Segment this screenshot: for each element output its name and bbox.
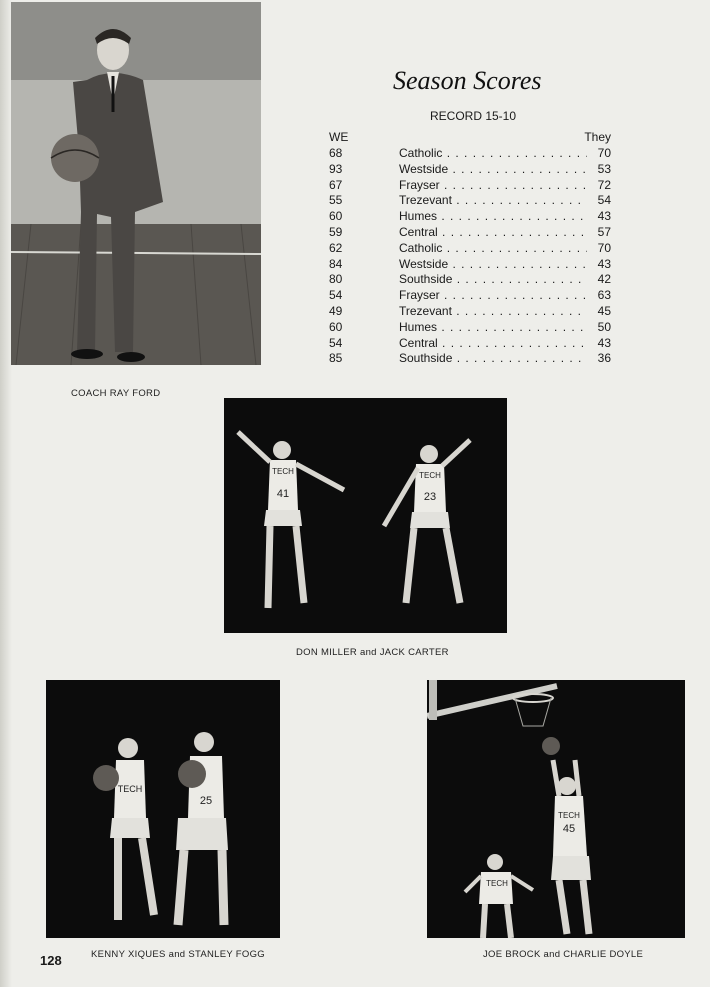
miller-jersey-team: TECH: [272, 467, 294, 476]
we-score: 84: [329, 256, 343, 271]
opponent-name: Humes . . .: [399, 209, 587, 225]
score-row: [329, 336, 613, 352]
they-score: 57: [597, 224, 611, 239]
they-score: 45: [597, 303, 611, 318]
they-score: 53: [597, 161, 611, 176]
opponent-name: Westside . . .: [399, 162, 587, 178]
xiques-fogg-photo: [46, 680, 280, 938]
we-score: 60: [329, 209, 343, 224]
we-score: 59: [329, 224, 343, 239]
score-row: [329, 209, 613, 225]
score-row: [329, 162, 613, 178]
opponent-name: Catholic . . .: [399, 241, 587, 257]
scores-header: [329, 130, 613, 146]
they-score: 54: [597, 193, 611, 208]
they-score: 43: [597, 256, 611, 271]
doyle-jersey-number: 45: [562, 823, 576, 835]
score-row: [329, 257, 613, 273]
opponent-name: Southside . . .: [399, 351, 587, 367]
we-score: 60: [329, 319, 343, 334]
score-row: [329, 288, 613, 304]
brock-doyle-photo: [427, 680, 685, 938]
score-row: [329, 225, 613, 241]
they-score: 42: [597, 272, 611, 287]
opponent-name: Frayser . . .: [399, 178, 587, 194]
we-score: 80: [329, 272, 343, 287]
score-row: [329, 146, 613, 162]
score-row: [329, 272, 613, 288]
brock-jersey-team: TECH: [486, 879, 508, 888]
score-row: [329, 351, 613, 367]
opponent-name: Central . . .: [399, 225, 587, 241]
they-column-header: They: [584, 130, 611, 144]
opponent-name: Central . . .: [399, 336, 587, 352]
miller-jersey-number: 41: [276, 488, 290, 500]
score-row: [329, 178, 613, 194]
opponent-name: Southside . . .: [399, 272, 587, 288]
opponent-name: Westside . . .: [399, 257, 587, 273]
fogg-jersey-number: 25: [199, 795, 213, 807]
they-score: 43: [597, 209, 611, 224]
opponent-name: Catholic . . .: [399, 146, 587, 162]
doyle-jersey-team: TECH: [558, 811, 580, 820]
they-score: 72: [597, 177, 611, 192]
season-record: RECORD 15-10: [430, 109, 517, 123]
they-score: 50: [597, 319, 611, 334]
score-row: [329, 241, 613, 257]
they-score: 63: [597, 288, 611, 303]
opponent-name: Trezevant . . .: [399, 304, 587, 320]
opponent-name: Trezevant . . .: [399, 193, 587, 209]
we-score: 49: [329, 303, 343, 318]
xiques-jersey-team: TECH: [117, 784, 143, 794]
carter-jersey-team: TECH: [419, 471, 441, 480]
we-score: 54: [329, 335, 343, 350]
page-title: Season Scores: [393, 66, 542, 95]
bottom-left-caption: KENNY XIQUES and STANLEY FOGG: [91, 949, 265, 960]
we-score: 68: [329, 146, 343, 160]
we-score: 54: [329, 288, 343, 303]
score-row: [329, 304, 613, 320]
coach-caption: COACH RAY FORD: [71, 388, 161, 399]
page-number: 128: [40, 953, 62, 968]
we-score: 67: [329, 177, 343, 192]
bottom-right-caption: JOE BROCK and CHARLIE DOYLE: [483, 949, 644, 960]
they-score: 36: [597, 351, 611, 366]
they-score: 70: [597, 146, 611, 160]
score-row: [329, 320, 613, 336]
we-score: 85: [329, 351, 343, 366]
we-score: 55: [329, 193, 343, 208]
miller-carter-photo: [224, 398, 507, 633]
they-score: 43: [597, 335, 611, 350]
coach-photo: [11, 2, 261, 365]
we-column-header: WE: [329, 130, 349, 144]
score-row: [329, 193, 613, 209]
opponent-name: Humes . . .: [399, 320, 587, 336]
we-score: 62: [329, 240, 343, 255]
opponent-name: Frayser . . .: [399, 288, 587, 304]
we-score: 93: [329, 161, 343, 176]
they-score: 70: [597, 240, 611, 255]
carter-jersey-number: 23: [423, 491, 437, 503]
middle-caption: DON MILLER and JACK CARTER: [296, 647, 449, 658]
scores-table: [329, 130, 613, 367]
